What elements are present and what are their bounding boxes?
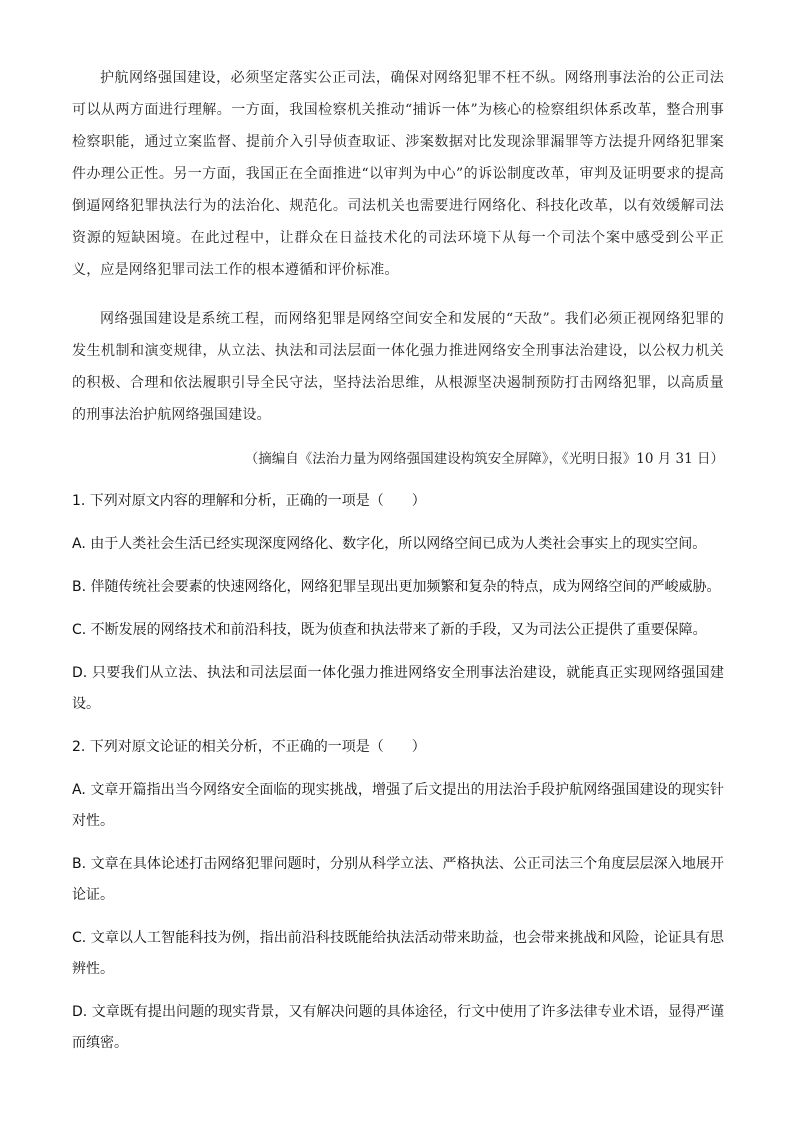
question-1-option-a: A. 由于人类社会生活已经实现深度网络化、数字化，所以网络空间已成为人类社会事实上的现实空间。	[72, 536, 707, 552]
question-2-stem: 2. 下列对原文论证的相关分析，不正确的一项是（ ）	[72, 739, 426, 755]
question-2	[72, 732, 724, 1059]
question-list	[72, 486, 724, 1059]
question-1-option-d: D. 只要我们从立法、执法和司法层面一体化强力推进网络安全刑事法治建设，就能真正实现网络强国建设。	[72, 665, 724, 712]
question-1-option-b: B. 伴随传统社会要素的快速网络化，网络犯罪呈现出更加频繁和复杂的特点，成为网络空间的严峻威胁。	[72, 579, 721, 595]
question-2-option-c: C. 文章以人工智能科技为例，指出前沿科技既能给执法活动带来助益，也会带来挑战和风险，论证具有思辨性。	[72, 930, 724, 977]
question-2-option-d: D. 文章既有提出问题的现实背景，又有解决问题的具体途径，行文中使用了许多法律专业术语，显得严谨而缜密。	[72, 1004, 724, 1051]
question-2-option-b: B. 文章在具体论述打击网络犯罪问题时，分别从科学立法、严格执法、公正司法三个角度层层深入地展开论证。	[72, 856, 724, 903]
passage-paragraph-1: 护航网络强国建设，必须坚定落实公正司法，确保对网络犯罪不枉不纵。网络刑事法治的公正司法可以从两方面进行理解。一方面，我国检察机关推动“捕诉一体”为核心的检察组织体系改革，整合刑事检察职能，通过立案监督、提前介入引导侦查取证、涉案数据对比发现涂罪漏罪等方法提升网络犯罪案件办理公正性。另一方面，我国正在全面推进“以审判为中心”的诉讼制度改革，审判及证明要求的提高倒逼网络犯罪执法行为的法治化、规范化。司法机关也需要进行网络化、科技化改革，以有效缓解司法资源的短缺困境。在此过程中，让群众在日益技术化的司法环境下从每一个司法个案中感受到公平正义，应是网络犯罪司法工作的根本遵循和评价标准。	[72, 70, 724, 278]
question-1-stem: 1. 下列对原文内容的理解和分析，正确的一项是（ ）	[72, 493, 426, 509]
document-page	[72, 62, 724, 1071]
question-1-option-c: C. 不断发展的网络技术和前沿科技，既为侦查和执法带来了新的手段，又为司法公正提供了重要保障。	[72, 622, 707, 638]
passage-source: （摘编自《法治力量为网络强国建设构筑安全屏障》，《光明日报》10 月 31 日）	[244, 451, 724, 467]
passage-paragraph-2: 网络强国建设是系统工程，而网络犯罪是网络空间安全和发展的“天敌”。我们必须正视网络犯罪的发生机制和演变规律，从立法、执法和司法层面一体化强力推进网络安全刑事法治建设，以公权力机关的积极、合理和依法履职引导全民守法，坚持法治思维，从根源坚决遏制预防打击网络犯罪，以高质量的刑事法治护航网络强国建设。	[72, 311, 724, 423]
question-1	[72, 486, 724, 720]
reading-passage	[72, 62, 724, 470]
question-2-option-a: A. 文章开篇指出当今网络安全面临的现实挑战，增强了后文提出的用法治手段护航网络强国建设的现实针对性。	[72, 782, 724, 829]
